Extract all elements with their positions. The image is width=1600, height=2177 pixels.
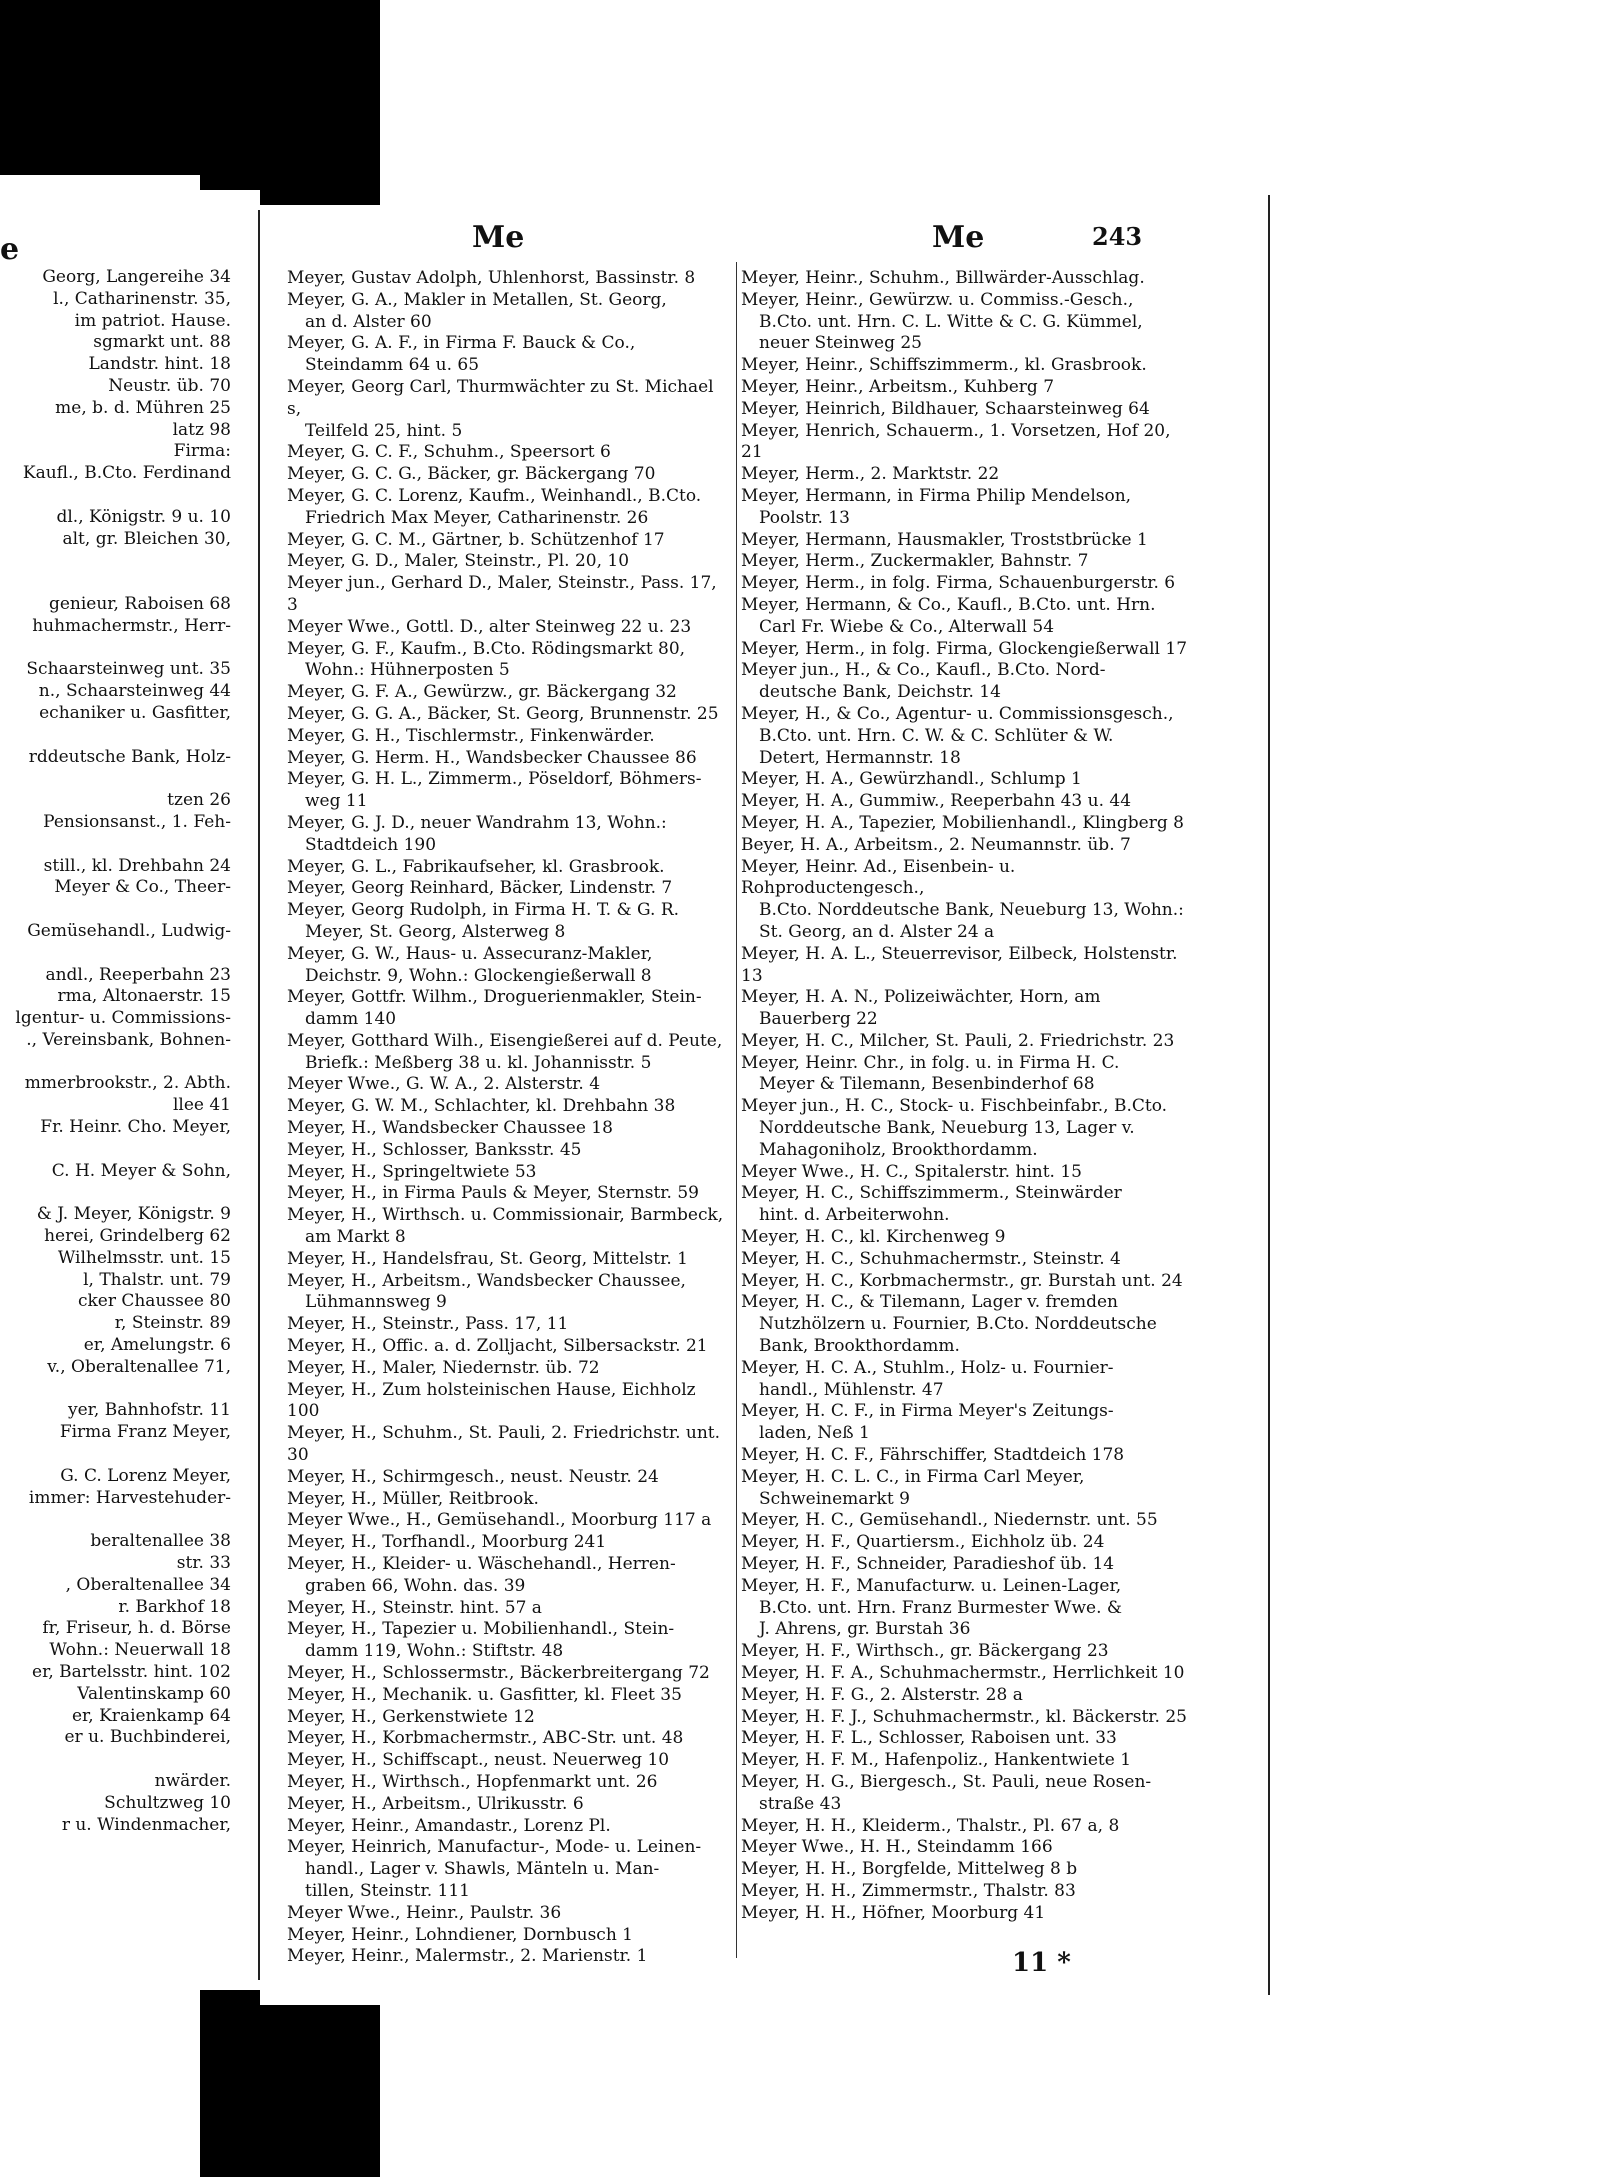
directory-entry: Meyer, H. A. N., Polizeiwächter, Horn, am xyxy=(741,987,1101,1008)
directory-entry: Meyer, G. L., Fabrikaufseher, kl. Grasbrook. xyxy=(287,856,665,877)
directory-entry-continuation: tillen, Steinstr. 111 xyxy=(305,1880,470,1901)
directory-entry: Meyer Wwe., H. C., Spitalerstr. hint. 15 xyxy=(741,1161,1082,1182)
left-page-header: e xyxy=(0,232,20,267)
left-fragment-line xyxy=(0,725,235,747)
directory-entry: Meyer, G. D., Maler, Steinstr., Pl. 20, 10 xyxy=(287,551,630,572)
directory-entry-continuation: am Markt 8 xyxy=(305,1227,406,1248)
directory-entry: Meyer, G. H., Tischlermstr., Finkenwärder. xyxy=(287,725,655,746)
directory-entry-continuation: Norddeutsche Bank, Neueburg 13, Lager v. xyxy=(759,1118,1135,1139)
continuation-line xyxy=(287,835,729,857)
directory-entry: Meyer, H., Wirthsch. u. Commissionair, Barmbeck, xyxy=(287,1205,724,1226)
directory-entry: Meyer, Herm., in folg. Firma, Schauenburgerstr. 6 xyxy=(741,573,1176,594)
directory-entry: Meyer, H., Schlossermstr., Bäckerbreitergang 72 xyxy=(287,1663,710,1683)
directory-entry: Meyer, G. C. M., Gärtner, b. Schützenhof 17 xyxy=(287,529,665,550)
continuation-line xyxy=(741,1009,1188,1031)
directory-entry-continuation: Bauerberg 22 xyxy=(759,1009,878,1030)
continuation-line xyxy=(287,1053,729,1075)
header-right: Me xyxy=(932,220,985,255)
directory-entry: Meyer, H. F. A., Schuhmachermstr., Herrlichkeit 10 xyxy=(741,1663,1185,1683)
directory-entry: Meyer, H., & Co., Agentur- u. Commissionsgesch., xyxy=(741,703,1174,724)
directory-entry: Meyer, H. C., Gemüsehandl., Niedernstr. unt. 55 xyxy=(741,1510,1158,1531)
left-fragment-line: r u. Windenmacher, xyxy=(61,1814,231,1835)
directory-entry: Meyer, G. C. F., Schuhm., Speersort 6 xyxy=(287,442,611,463)
directory-entry: Meyer, H. F., Quartiersm., Eichholz üb. 24 xyxy=(741,1532,1105,1553)
directory-entry: Meyer, H., Gerkenstwiete 12 xyxy=(287,1706,535,1727)
left-fragment-line: Gemüsehandl., Ludwig- xyxy=(27,920,231,941)
directory-entry: Meyer, H. C. F., Fährschiffer, Stadtdeich 178 xyxy=(741,1445,1125,1466)
left-fragment-line: Fr. Heinr. Cho. Meyer, xyxy=(40,1117,231,1138)
directory-entry: Meyer, G. W., Haus- u. Assecuranz-Makler, xyxy=(287,943,653,964)
left-fragment-line xyxy=(0,1444,235,1466)
directory-entry: Meyer Wwe., Heinr., Paulstr. 36 xyxy=(287,1902,562,1923)
continuation-line xyxy=(741,726,1188,748)
directory-entry: Meyer, H., Zum holsteinischen Hause, Eichholz 100 xyxy=(287,1379,696,1422)
directory-entry: Meyer, H. C., kl. Kirchenweg 9 xyxy=(741,1227,1006,1248)
continuation-line xyxy=(287,922,729,944)
directory-entry: Meyer, Herm., Zuckermakler, Bahnstr. 7 xyxy=(741,551,1089,572)
right-edge-line xyxy=(1268,195,1270,1995)
directory-entry: Meyer Wwe., G. W. A., 2. Alsterstr. 4 xyxy=(287,1074,601,1095)
left-fragment-line xyxy=(0,1749,235,1771)
directory-entry-continuation: Schweinemarkt 9 xyxy=(759,1488,910,1509)
directory-entry: Meyer, G. G. A., Bäcker, St. Georg, Brunnenstr. 25 xyxy=(287,703,719,724)
left-fragment-line: Neustr. üb. 70 xyxy=(108,375,231,396)
directory-entry-continuation: Friedrich Max Meyer, Catharinenstr. 26 xyxy=(305,507,649,528)
directory-entry: Meyer, H. H., Borgfelde, Mittelweg 8 b xyxy=(741,1859,1078,1880)
continuation-line xyxy=(287,355,729,377)
continuation-line xyxy=(741,1794,1188,1816)
continuation-line xyxy=(287,1009,729,1031)
left-fragment-line: Schultzweg 10 xyxy=(104,1792,231,1813)
continuation-line xyxy=(741,312,1188,334)
directory-entry: Meyer, Henrich, Schauerm., 1. Vorsetzen, Hof 20, 21 xyxy=(741,420,1171,463)
continuation-line xyxy=(287,1576,729,1598)
left-fragment-line xyxy=(0,1509,235,1531)
directory-entry: Meyer, Herm., 2. Marktstr. 22 xyxy=(741,464,1000,485)
left-fragment-line: dl., Königstr. 9 u. 10 xyxy=(56,506,231,527)
directory-entry: Meyer, Heinr., Lohndiener, Dornbusch 1 xyxy=(287,1924,634,1945)
left-fragment-line: tzen 26 xyxy=(167,790,231,811)
left-fragment-line: Valentinskamp 60 xyxy=(77,1683,231,1704)
left-fragment-line: str. 33 xyxy=(176,1553,231,1574)
directory-entry: Meyer, Heinrich, Manufactur-, Mode- u. Leinen- xyxy=(287,1837,702,1858)
directory-entry: Meyer Wwe., H., Gemüsehandl., Moorburg 117 a xyxy=(287,1510,712,1531)
directory-entry-continuation: handl., Mühlenstr. 47 xyxy=(759,1379,944,1400)
left-fragment-line: , Oberaltenallee 34 xyxy=(65,1574,231,1595)
left-fragment-line: er, Kraienkamp 64 xyxy=(71,1705,231,1726)
directory-entry-continuation: neuer Steinweg 25 xyxy=(759,333,923,354)
continuation-line xyxy=(287,508,729,530)
directory-entry: Meyer, H. F. M., Hafenpoliz., Hankentwiete 1 xyxy=(741,1750,1132,1771)
directory-entry: Beyer, H. A., Arbeitsm., 2. Neumannstr. üb. 7 xyxy=(741,834,1131,855)
left-fragment-line: rddeutsche Bank, Holz- xyxy=(28,746,231,767)
directory-entry: Meyer, H. C. A., Stuhlm., Holz- u. Fournier- xyxy=(741,1357,1114,1378)
continuation-line xyxy=(287,312,729,334)
continuation-line xyxy=(741,1489,1188,1511)
directory-entry: Meyer, Hermann, in Firma Philip Mendelson, xyxy=(741,485,1132,506)
left-fragment-line: herei, Grindelberg 62 xyxy=(44,1226,231,1247)
directory-entry: Meyer, H. C., Schiffszimmerm., Steinwärder xyxy=(741,1183,1122,1204)
left-fragment-line: l, Thalstr. unt. 79 xyxy=(83,1269,231,1290)
left-fragment-line: er u. Buchbinderei, xyxy=(64,1727,231,1748)
directory-entry: Meyer jun., H., & Co., Kaufl., B.Cto. Nord- xyxy=(741,660,1106,681)
directory-entry: Meyer, H. H., Kleiderm., Thalstr., Pl. 67 a, 8 xyxy=(741,1815,1120,1836)
directory-entry: Meyer, H. A., Gewürzhandl., Schlump 1 xyxy=(741,769,1082,790)
left-fragment-line: er, Bartelsstr. hint. 102 xyxy=(32,1662,231,1682)
directory-entry-continuation: B.Cto. unt. Hrn. C. W. & C. Schlüter & W. xyxy=(759,725,1114,746)
left-fragment-line: n., Schaarsteinweg 44 xyxy=(38,681,231,702)
directory-entry: Meyer, H. F. G., 2. Alsterstr. 28 a xyxy=(741,1684,1023,1705)
directory-entry-continuation: Detert, Hermannstr. 18 xyxy=(759,747,961,768)
directory-entry: Meyer, H., Arbeitsm., Ulrikusstr. 6 xyxy=(287,1793,584,1814)
left-fragment-line: & J. Meyer, Königstr. 9 xyxy=(36,1204,231,1225)
continuation-line xyxy=(741,617,1188,639)
left-fragment-line: cker Chaussee 80 xyxy=(77,1291,231,1312)
directory-entry: Meyer, H., Tapezier u. Mobilienhandl., Stein- xyxy=(287,1619,675,1640)
left-fragment-line xyxy=(0,1182,235,1204)
left-fragment-line: mmerbrookstr., 2. Abth. xyxy=(24,1073,231,1094)
directory-entry: Meyer, H., Offic. a. d. Zolljacht, Silbersackstr. 21 xyxy=(287,1336,708,1357)
directory-entry: Meyer, Heinrich, Bildhauer, Schaarsteinweg 64 xyxy=(741,398,1150,419)
directory-entry: Meyer, G. C. Lorenz, Kaufm., Weinhandl., B.Cto. xyxy=(287,485,702,506)
directory-entry: Meyer, H. C. F., in Firma Meyer's Zeitungs- xyxy=(741,1401,1114,1422)
directory-entry-continuation: Wohn.: Hühnerposten 5 xyxy=(305,660,510,681)
column-1 xyxy=(287,268,729,1968)
directory-entry: Meyer, Herm., in folg. Firma, Glockengießerwall 17 xyxy=(741,638,1188,659)
continuation-line xyxy=(287,1227,729,1249)
directory-entry: Meyer, H. F., Manufacturw. u. Leinen-Lager, xyxy=(741,1575,1122,1596)
directory-entry: Meyer, H., Korbmachermstr., ABC-Str. unt. 48 xyxy=(287,1728,684,1749)
left-fragment-line: immer: Harvestehuder- xyxy=(28,1487,231,1508)
directory-entry-continuation: deutsche Bank, Deichstr. 14 xyxy=(759,682,1001,703)
directory-entry: Meyer, H. C. L. C., in Firma Carl Meyer, xyxy=(741,1466,1085,1487)
directory-entry: Meyer, Heinr., Schuhm., Billwärder-Ausschlag. xyxy=(741,268,1145,288)
directory-entry: Meyer, Heinr., Gewürzw. u. Commiss.-Gesch., xyxy=(741,289,1134,310)
left-fragment-line: sgmarkt unt. 88 xyxy=(93,332,231,353)
continuation-line xyxy=(741,1598,1188,1620)
directory-entry: Meyer, H., Arbeitsm., Wandsbecker Chaussee, xyxy=(287,1270,686,1291)
directory-entry: Meyer, H., Handelsfrau, St. Georg, Mittelstr. 1 xyxy=(287,1248,688,1269)
continuation-line xyxy=(741,922,1188,944)
directory-entry-continuation: Carl Fr. Wiebe & Co., Alterwall 54 xyxy=(759,616,1055,637)
directory-entry-continuation: Stadtdeich 190 xyxy=(305,834,437,855)
directory-entry: Meyer, Gustav Adolph, Uhlenhorst, Bassinstr. 8 xyxy=(287,268,696,288)
directory-entry: Meyer, Heinr. Ad., Eisenbein- u. Rohproductengesch., xyxy=(741,856,1016,899)
directory-entry-continuation: weg 11 xyxy=(305,791,368,812)
directory-entry: Meyer, H. A. L., Steuerrevisor, Eilbeck, Holstenstr. 13 xyxy=(741,943,1178,986)
column-rule xyxy=(736,262,737,1958)
left-fragment-line xyxy=(0,550,235,572)
left-fragment-line: Schaarsteinweg unt. 35 xyxy=(26,659,231,680)
left-fragment-line: r, Steinstr. 89 xyxy=(114,1313,231,1334)
directory-entry: Meyer, Gotthard Wilh., Eisengießerei auf d. Peute, xyxy=(287,1030,723,1051)
continuation-line xyxy=(287,1641,729,1663)
left-fragment-line xyxy=(0,1379,235,1401)
directory-entry: Meyer, H., Steinstr. hint. 57 a xyxy=(287,1597,542,1618)
continuation-line xyxy=(741,1074,1188,1096)
left-fragment-line: Firma Franz Meyer, xyxy=(59,1422,231,1443)
directory-entry: Meyer, Heinr., Arbeitsm., Kuhberg 7 xyxy=(741,376,1055,397)
directory-entry-continuation: graben 66, Wohn. das. 39 xyxy=(305,1575,526,1596)
directory-entry-continuation: St. Georg, an d. Alster 24 a xyxy=(759,921,995,942)
directory-entry: Meyer, G. A., Makler in Metallen, St. Georg, xyxy=(287,289,667,310)
continuation-line xyxy=(741,1314,1188,1336)
continuation-line xyxy=(741,1380,1188,1402)
directory-entry: Meyer, Georg Rudolph, in Firma H. T. & G. R. xyxy=(287,900,680,921)
directory-entry: Meyer, H., Wirthsch., Hopfenmarkt unt. 26 xyxy=(287,1771,658,1792)
left-fragment-line: me, b. d. Mühren 25 xyxy=(55,397,231,418)
directory-entry-continuation: Poolstr. 13 xyxy=(759,507,850,528)
directory-entry-continuation: straße 43 xyxy=(759,1793,842,1814)
left-fragment-line: Pensionsanst., 1. Feh- xyxy=(43,811,231,832)
directory-entry-continuation: Bank, Brookthordamm. xyxy=(759,1336,960,1357)
left-fragment-line: latz 98 xyxy=(172,419,231,440)
continuation-line xyxy=(287,660,729,682)
directory-entry: Meyer, H., Kleider- u. Wäschehandl., Herren- xyxy=(287,1554,676,1575)
directory-entry: Meyer, G. W. M., Schlachter, kl. Drehbahn 38 xyxy=(287,1096,676,1117)
left-fragment-line: Firma: xyxy=(173,441,231,462)
continuation-line xyxy=(741,1118,1188,1140)
continuation-line xyxy=(741,1619,1188,1641)
continuation-line xyxy=(741,682,1188,704)
directory-entry-continuation: Briefk.: Meßberg 38 u. kl. Johannisstr. 5 xyxy=(305,1052,652,1073)
left-fragment-line: yer, Bahnhofstr. 11 xyxy=(68,1400,231,1421)
directory-entry: Meyer, H., Springeltwiete 53 xyxy=(287,1161,537,1182)
continuation-line xyxy=(287,421,729,443)
continuation-line xyxy=(287,1881,729,1903)
directory-entry: Meyer, H., Schuhm., St. Pauli, 2. Friedrichstr. unt. 30 xyxy=(287,1423,721,1466)
left-fragment-line xyxy=(0,834,235,856)
directory-entry: Meyer, Georg Carl, Thurmwächter zu St. Michael s, xyxy=(287,376,714,419)
continuation-line xyxy=(741,1423,1188,1445)
directory-entry: Meyer, H., Mechanik. u. Gasfitter, kl. Fleet 35 xyxy=(287,1684,682,1705)
left-fragment-line: nwärder. xyxy=(154,1770,231,1791)
left-fragment-line: G. C. Lorenz Meyer, xyxy=(60,1465,231,1486)
directory-entry: Meyer, H. C., Milcher, St. Pauli, 2. Friedrichstr. 23 xyxy=(741,1030,1175,1051)
left-fragment-line xyxy=(0,572,235,594)
directory-entry-continuation: hint. d. Arbeiterwohn. xyxy=(759,1205,950,1226)
directory-entry: Meyer, H., in Firma Pauls & Meyer, Sternstr. 59 xyxy=(287,1183,699,1204)
directory-entry: Meyer, G. F., Kaufm., B.Cto. Rödingsmarkt 80, xyxy=(287,638,686,659)
continuation-line xyxy=(287,966,729,988)
directory-entry: Meyer, Hermann, Hausmakler, Troststbrücke 1 xyxy=(741,529,1148,550)
left-fragment-line: im patriot. Hause. xyxy=(74,310,231,331)
left-fragment-line: still., kl. Drehbahn 24 xyxy=(43,855,231,876)
left-fragment-line: rma, Altonaerstr. 15 xyxy=(57,986,231,1007)
directory-entry-continuation: B.Cto. unt. Hrn. Franz Burmester Wwe. & xyxy=(759,1597,1123,1618)
directory-entry: Meyer, Heinr. Chr., in folg. u. in Firma H. C. xyxy=(741,1052,1120,1073)
continuation-line xyxy=(287,1292,729,1314)
left-fragment-line: alt, gr. Bleichen 30, xyxy=(62,528,231,549)
directory-entry: Meyer, H., Steinstr., Pass. 17, 11 xyxy=(287,1314,569,1335)
directory-entry-continuation: Meyer, St. Georg, Alsterweg 8 xyxy=(305,921,566,942)
directory-entry-continuation: Mahagoniholz, Brookthordamm. xyxy=(759,1139,1038,1160)
left-fragment-line: C. H. Meyer & Sohn, xyxy=(51,1160,231,1181)
left-fragment-line: Landstr. hint. 18 xyxy=(88,354,231,375)
left-fragment-line: echaniker u. Gasfitter, xyxy=(39,702,231,723)
left-fragment-line: lgentur- u. Commissions- xyxy=(15,1008,231,1029)
left-fragment-line: er, Amelungstr. 6 xyxy=(83,1335,231,1356)
directory-entry: Meyer, H., Maler, Niedernstr. üb. 72 xyxy=(287,1357,600,1378)
left-fragment-line: huhmachermstr., Herr- xyxy=(32,615,231,636)
left-fragment-line xyxy=(0,768,235,790)
left-fragment-line xyxy=(0,899,235,921)
directory-entry: Meyer, H., Wandsbecker Chaussee 18 xyxy=(287,1118,613,1139)
directory-entry: Meyer, H. H., Zimmermstr., Thalstr. 83 xyxy=(741,1880,1076,1901)
directory-entry: Meyer, G. F. A., Gewürzw., gr. Bäckergang 32 xyxy=(287,682,677,703)
directory-entry: Meyer, H., Müller, Reitbrook. xyxy=(287,1488,539,1509)
directory-entry-continuation: Deichstr. 9, Wohn.: Glockengießerwall 8 xyxy=(305,965,652,986)
directory-entry: Meyer, H. C., & Tilemann, Lager v. fremden xyxy=(741,1292,1118,1313)
column-2 xyxy=(741,268,1188,1925)
directory-entry-continuation: Meyer & Tilemann, Besenbinderhof 68 xyxy=(759,1074,1095,1095)
page-number: 243 xyxy=(1092,222,1143,251)
continuation-line xyxy=(741,1140,1188,1162)
directory-entry: Meyer, Heinr., Schiffszimmerm., kl. Grasbrook. xyxy=(741,355,1147,376)
left-fragment-line xyxy=(0,943,235,965)
directory-entry: Meyer, H., Torfhandl., Moorburg 241 xyxy=(287,1532,607,1553)
directory-entry: Meyer, G. J. D., neuer Wandrahm 13, Wohn.: xyxy=(287,812,667,833)
directory-entry-continuation: laden, Neß 1 xyxy=(759,1423,870,1444)
directory-entry: Meyer, H. C., Schuhmachermstr., Steinstr. 4 xyxy=(741,1248,1121,1269)
directory-entry: Meyer, H., Schlosser, Banksstr. 45 xyxy=(287,1139,582,1160)
header-left: Me xyxy=(472,220,525,255)
directory-entry-continuation: Nutzhölzern u. Fournier, B.Cto. Norddeutsche xyxy=(759,1314,1157,1335)
left-fragment-line: l., Catharinenstr. 35, xyxy=(53,288,231,309)
continuation-line xyxy=(741,900,1188,922)
directory-entry: Meyer, Hermann, & Co., Kaufl., B.Cto. unt. Hrn. xyxy=(741,594,1156,615)
directory-entry-continuation: handl., Lager v. Shawls, Mänteln u. Man- xyxy=(305,1859,660,1880)
left-fragment-line xyxy=(0,1139,235,1161)
directory-entry: Meyer, Gottfr. Wilhm., Droguerienmakler, Stein- xyxy=(287,987,702,1008)
directory-entry: Meyer, G. A. F., in Firma F. Bauck & Co., xyxy=(287,333,636,354)
left-fragment-line: ., Vereinsbank, Bohnen- xyxy=(26,1029,231,1050)
left-fragment-line: Kaufl., B.Cto. Ferdinand xyxy=(22,463,231,484)
left-fragment-line: Wohn.: Neuerwall 18 xyxy=(49,1640,231,1661)
left-fragment-line xyxy=(0,485,235,507)
directory-entry-continuation: B.Cto. Norddeutsche Bank, Neueburg 13, Wohn.: xyxy=(759,900,1184,921)
directory-entry: Meyer, H. F. J., Schuhmachermstr., kl. Bäckerstr. 25 xyxy=(741,1706,1188,1727)
left-fragment-line xyxy=(0,1052,235,1074)
left-page-fragment xyxy=(0,267,235,1836)
continuation-line xyxy=(741,1205,1188,1227)
directory-entry: Meyer, Heinr., Amandastr., Lorenz Pl. xyxy=(287,1815,611,1836)
directory-entry: Meyer, H. A., Tapezier, Mobilienhandl., Klingberg 8 xyxy=(741,812,1184,833)
directory-entry-continuation: J. Ahrens, gr. Burstah 36 xyxy=(759,1619,971,1640)
left-fragment-line: andl., Reeperbahn 23 xyxy=(45,964,231,985)
left-fragment-line: genieur, Raboisen 68 xyxy=(48,593,231,614)
left-fragment-line: r. Barkhof 18 xyxy=(118,1596,231,1617)
directory-entry-continuation: an d. Alster 60 xyxy=(305,311,432,332)
directory-entry-continuation: Lühmannsweg 9 xyxy=(305,1292,447,1313)
directory-entry-continuation: B.Cto. unt. Hrn. C. L. Witte & C. G. Kümmel, xyxy=(759,311,1143,332)
left-fragment-line: Wilhelmsstr. unt. 15 xyxy=(57,1247,231,1268)
page-edge-line xyxy=(258,210,260,1980)
continuation-line xyxy=(741,1336,1188,1358)
continuation-line xyxy=(741,748,1188,770)
directory-entry-continuation: damm 119, Wohn.: Stiftstr. 48 xyxy=(305,1641,564,1662)
left-page-bottom xyxy=(0,1960,200,2177)
left-fragment-line: v., Oberaltenallee 71, xyxy=(47,1356,231,1377)
directory-entry-continuation: Steindamm 64 u. 65 xyxy=(305,355,480,376)
directory-entry: Meyer, G. H. L., Zimmerm., Pöseldorf, Böhmers- xyxy=(287,769,702,790)
directory-entry: Meyer Wwe., H. H., Steindamm 166 xyxy=(741,1837,1053,1858)
directory-entry: Meyer, H., Schiffscapt., neust. Neuerweg 10 xyxy=(287,1750,670,1771)
directory-entry-continuation: damm 140 xyxy=(305,1009,397,1030)
directory-entry: Meyer jun., Gerhard D., Maler, Steinstr., Pass. 17, 3 xyxy=(287,573,717,615)
directory-entry: Meyer, Georg Reinhard, Bäcker, Lindenstr. 7 xyxy=(287,878,673,899)
continuation-line xyxy=(741,333,1188,355)
directory-entry: Meyer, H. H., Höfner, Moorburg 41 xyxy=(741,1902,1046,1923)
directory-entry: Meyer, Heinr., Malermstr., 2. Marienstr. 1 xyxy=(287,1946,648,1967)
signature-mark: 11 * xyxy=(1012,1948,1071,1978)
left-fragment-line: llee 41 xyxy=(172,1095,231,1116)
left-fragment-line: beraltenallee 38 xyxy=(90,1531,231,1552)
left-fragment-line: Georg, Langereihe 34 xyxy=(42,267,231,287)
left-fragment-line: fr, Friseur, h. d. Börse xyxy=(42,1618,231,1639)
directory-entry: Meyer jun., H. C., Stock- u. Fischbeinfabr., B.Cto. xyxy=(741,1096,1168,1117)
continuation-line xyxy=(287,1859,729,1881)
directory-entry: Meyer, H. F., Schneider, Paradieshof üb. 14 xyxy=(741,1554,1115,1575)
directory-entry: Meyer, H. A., Gummiw., Reeperbahn 43 u. 44 xyxy=(741,791,1132,812)
left-fragment-line xyxy=(0,638,235,660)
continuation-line xyxy=(287,791,729,813)
directory-entry: Meyer, H., Schirmgesch., neust. Neustr. 24 xyxy=(287,1466,659,1487)
directory-entry: Meyer, H. G., Biergesch., St. Pauli, neue Rosen- xyxy=(741,1771,1152,1792)
left-fragment-line: Meyer & Co., Theer- xyxy=(54,877,231,898)
directory-entry: Meyer, H. F., Wirthsch., gr. Bäckergang 23 xyxy=(741,1641,1109,1662)
continuation-line xyxy=(741,508,1188,530)
directory-entry: Meyer Wwe., Gottl. D., alter Steinweg 22 u. 23 xyxy=(287,616,692,637)
directory-entry: Meyer, H. F. L., Schlosser, Raboisen unt. 33 xyxy=(741,1728,1117,1749)
directory-entry: Meyer, H. C., Korbmachermstr., gr. Burstah unt. 24 xyxy=(741,1270,1183,1291)
directory-entry: Meyer, G. C. G., Bäcker, gr. Bäckergang 70 xyxy=(287,464,656,485)
directory-entry-continuation: Teilfeld 25, hint. 5 xyxy=(305,420,463,441)
directory-entry: Meyer, G. Herm. H., Wandsbecker Chaussee 86 xyxy=(287,747,697,768)
